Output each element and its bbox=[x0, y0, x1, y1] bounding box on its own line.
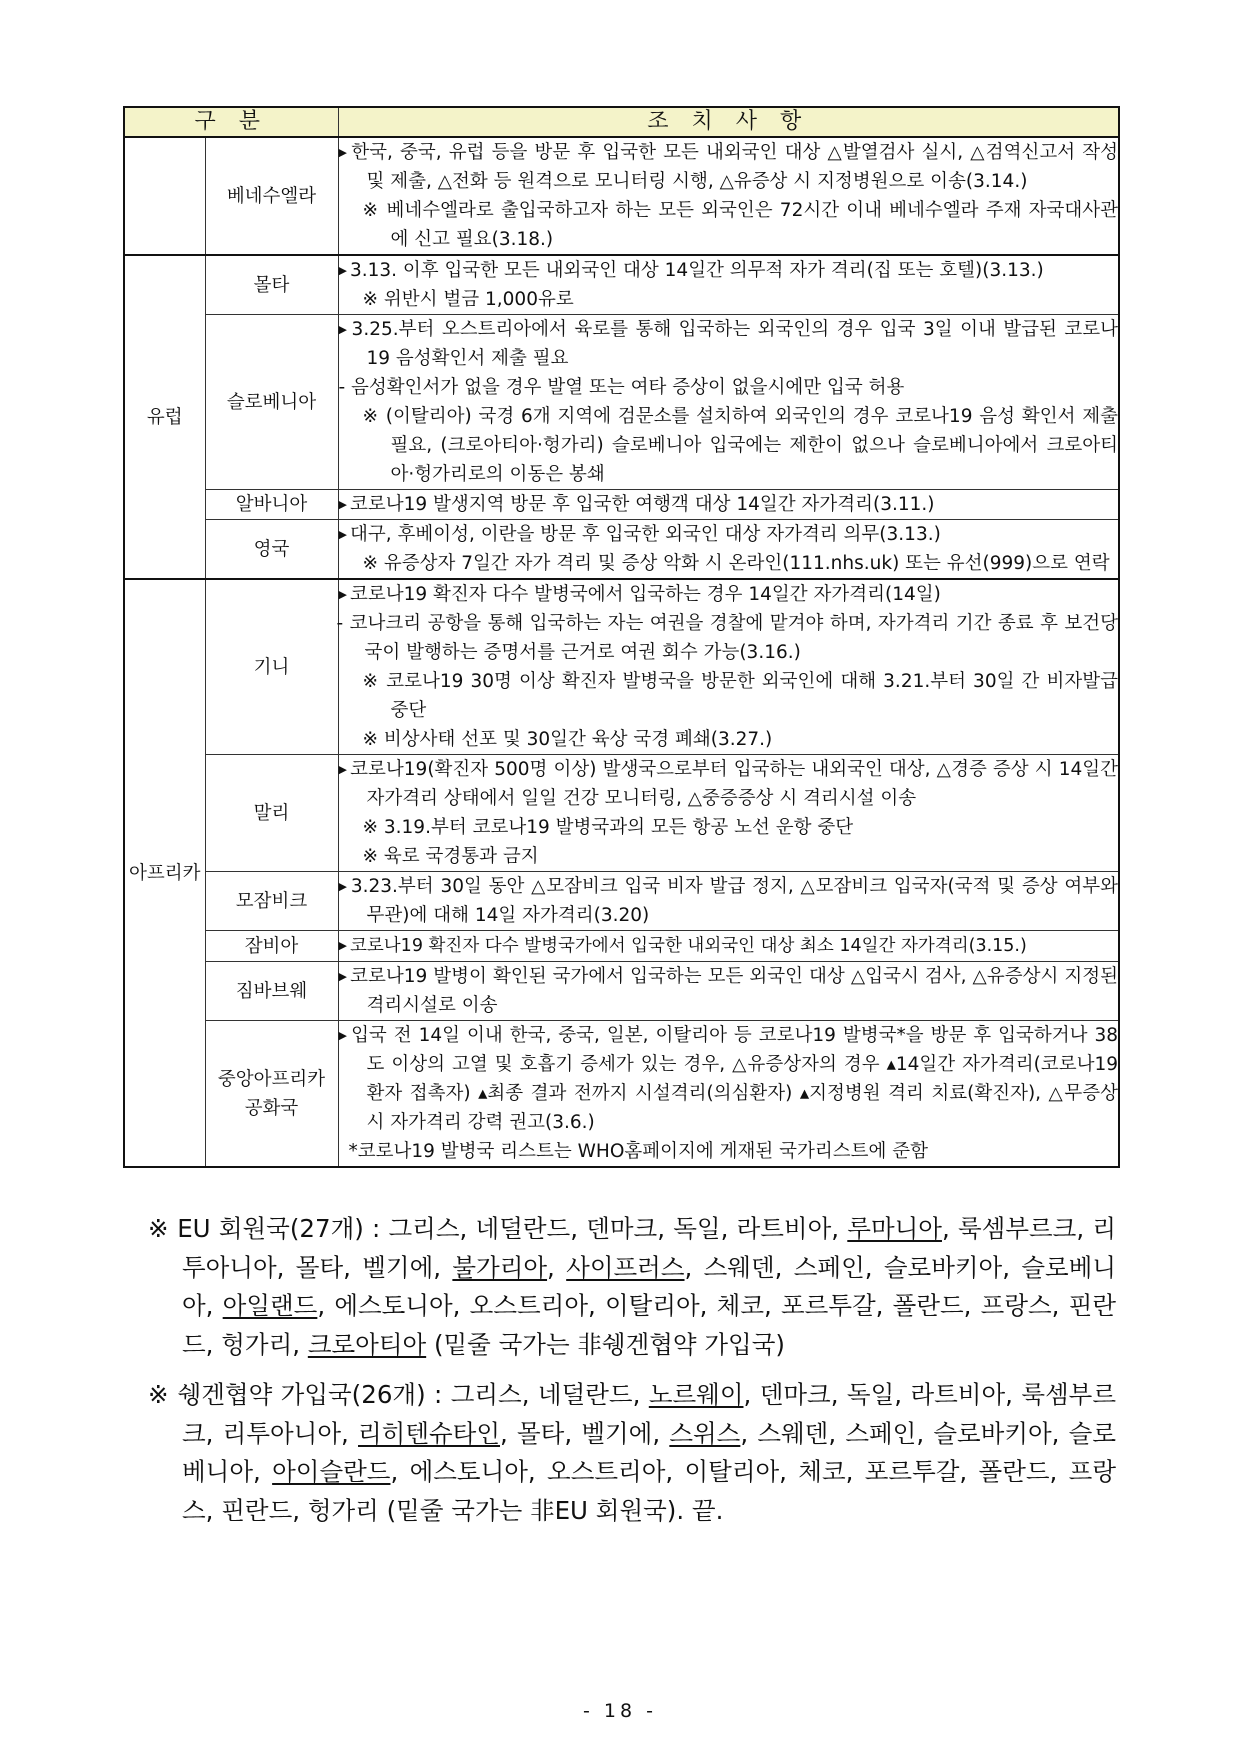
country-name-line: 공화국 bbox=[244, 1097, 299, 1119]
measure-line: ▶ 코로나19 확진자 다수 발병국가에서 입국한 내외국인 대상 최소 14일간 자가격리(3.15.) bbox=[338, 936, 1027, 956]
measure-note: ※ 육로 국경통과 금지 bbox=[362, 846, 539, 867]
bullet-triangle-icon: ▶ bbox=[338, 264, 347, 277]
measure-cell bbox=[338, 962, 1119, 1021]
bullet-triangle-icon: ▶ bbox=[338, 498, 347, 511]
measure-cell bbox=[338, 490, 1119, 520]
measure-note: ※ (이탈리아) 국경 6개 지역에 검문소를 설치하여 외국인의 경우 코로나19 음성 확인서 제출 필요, (크로아티아·헝가리) 슬로베니아 입국에는 제한이 없으나 슬로베니아에서 크로아티아·헝가리로의 이동은 봉쇄 bbox=[362, 406, 1118, 485]
bullet-triangle-icon: ▶ bbox=[338, 323, 349, 336]
bullet-triangle-icon: ▶ bbox=[338, 939, 347, 952]
measure-line: ▶ 3.13. 이후 입국한 모든 내외국인 대상 14일간 의무적 자가 격리(집 또는 호텔)(3.13.) bbox=[338, 260, 1044, 281]
table-row bbox=[124, 1021, 1119, 1168]
table-row bbox=[124, 755, 1119, 872]
country-cell: 기니 bbox=[205, 579, 338, 755]
region-cell-europe: 유럽 bbox=[124, 255, 205, 579]
bullet-triangle-icon: ▶ bbox=[338, 970, 348, 983]
table-row bbox=[124, 931, 1119, 962]
notes-section bbox=[148, 1210, 1116, 1530]
table-row bbox=[124, 315, 1119, 490]
table-row bbox=[124, 137, 1119, 255]
table-row bbox=[124, 579, 1119, 755]
measure-cell bbox=[338, 579, 1119, 755]
measure-line: ▶ 코로나19(확진자 500명 이상) 발생국으로부터 입국하는 내외국인 대상, △경증 증상 시 14일간 자가격리 상태에서 일일 건강 모니터링, △중증증상 시 격리시설 이송 bbox=[338, 759, 1118, 809]
measure-note: ※ 비상사태 선포 및 30일간 육상 국경 폐쇄(3.27.) bbox=[362, 729, 773, 750]
bullet-triangle-icon: ▶ bbox=[338, 880, 348, 893]
bullet-triangle-icon: ▶ bbox=[338, 146, 349, 159]
table-row bbox=[124, 872, 1119, 931]
measures-table bbox=[123, 106, 1120, 1168]
country-cell: 몰타 bbox=[205, 255, 338, 315]
measure-cell bbox=[338, 755, 1119, 872]
measure-line: ▶ 코로나19 발생지역 방문 후 입국한 여행객 대상 14일간 자가격리(3.11.) bbox=[338, 494, 935, 515]
region-cell-africa: 아프리카 bbox=[124, 579, 205, 1167]
measure-note: ※ 위반시 벌금 1,000유로 bbox=[362, 289, 574, 310]
table-row bbox=[124, 520, 1119, 580]
measure-note: ※ 유증상자 7일간 자가 격리 및 증상 악화 시 온라인(111.nhs.uk) 또는 유선(999)으로 연락 bbox=[362, 553, 1110, 574]
schengen-member-note: ※ 쉥겐협약 가입국(26개) : 그리스, 네덜란드, 노르웨이, 덴마크, 독일, 라트비아, 룩셈부르크, 리투아니아, 리히텐슈타인, 몰타, 벨기에, 스위스, 스웨덴, 스페인, 슬로바키아, 슬로베니아, 아이슬란드, 에스토니아, 오스트리아, 이탈리아, 체코, 포르투갈, 폴란드, 프랑스, 핀란드, 헝가리 (밑줄 국가는 非EU 회원국). 끝. bbox=[148, 1380, 1117, 1525]
end-mark: 끝. bbox=[691, 1495, 724, 1525]
table-row bbox=[124, 490, 1119, 520]
measure-cell bbox=[338, 255, 1119, 315]
measure-line: ▶ 3.23.부터 30일 동안 △모잠비크 입국 비자 발급 정지, △모잠비크 입국자(국적 및 증상 여부와 무관)에 대해 14일 자가격리(3.20) bbox=[338, 876, 1118, 926]
eu-member-note: ※ EU 회원국(27개) : 그리스, 네덜란드, 덴마크, 독일, 라트비아, 루마니아, 룩셈부르크, 리투아니아, 몰타, 벨기에, 불가리아, 사이프러스, 스웨덴, 스페인, 슬로바키아, 슬로베니아, 아일랜드, 에스토니아, 오스트리아, 이탈리아, 체코, 포르투갈, 폴란드, 프랑스, 핀란드, 헝가리, 크로아티아 (밑줄 국가는 非쉥겐협약 가입국) bbox=[148, 1214, 1117, 1359]
country-cell: 잠비아 bbox=[205, 931, 338, 962]
header-category: 구 분 bbox=[124, 107, 338, 137]
country-cell: 말리 bbox=[205, 755, 338, 872]
country-cell: 짐바브웨 bbox=[205, 962, 338, 1021]
measure-subline: - 음성확인서가 없을 경우 발열 또는 여타 증상이 없을시에만 입국 허용 bbox=[338, 377, 905, 398]
measure-line: ▶ 대구, 후베이성, 이란을 방문 후 입국한 외국인 대상 자가격리 의무(3.13.) bbox=[338, 524, 941, 545]
page-number: - 18 - bbox=[583, 1700, 657, 1722]
country-cell: 모잠비크 bbox=[205, 872, 338, 931]
table-row bbox=[124, 255, 1119, 315]
measure-cell bbox=[338, 872, 1119, 931]
measure-line: ▶ 코로나19 확진자 다수 발병국에서 입국하는 경우 14일간 자가격리(14일) bbox=[338, 584, 941, 605]
country-cell: 베네수엘라 bbox=[205, 137, 338, 255]
bullet-triangle-icon: ▶ bbox=[338, 528, 347, 541]
country-cell: 슬로베니아 bbox=[205, 315, 338, 490]
region-cell-empty bbox=[124, 137, 205, 255]
measure-line: ▶ 입국 전 14일 이내 한국, 중국, 일본, 이탈리아 등 코로나19 발병국*을 방문 후 입국하거나 38도 이상의 고열 및 호흡기 증세가 있는 경우, △유증상자의 경우 ▴14일간 자가격리(코로나19 환자 접촉자) ▴최종 결과 전까지 시설격리(의심환자) ▴지정병원 격리 치료(확진자), △무증상시 자가격리 강력 권고(3.6.) bbox=[338, 1025, 1119, 1133]
measure-subline: - 코나크리 공항을 통해 입국하는 자는 여권을 경찰에 맡겨야 하며, 자가격리 기간 종료 후 보건당국이 발행하는 증명서를 근거로 여권 회수 가능(3.16.) bbox=[336, 613, 1118, 663]
header-measures: 조 치 사 항 bbox=[338, 107, 1119, 137]
measure-cell bbox=[338, 137, 1119, 255]
measure-line: ▶ 3.25.부터 오스트리아에서 육로를 통해 입국하는 외국인의 경우 입국 3일 이내 발급된 코로나19 음성확인서 제출 필요 bbox=[338, 319, 1118, 369]
measure-line: ▶ 한국, 중국, 유럽 등을 방문 후 입국한 모든 내외국인 대상 △발열검사 실시, △검역신고서 작성 및 제출, △전화 등 원격으로 모니터링 시행, △유증상 시 지정병원으로 이송(3.14.) bbox=[338, 142, 1118, 192]
measure-footnote: *코로나19 발병국 리스트는 WHO홈페이지에 게재된 국가리스트에 준함 bbox=[348, 1141, 928, 1162]
table-header-row bbox=[124, 107, 1119, 137]
country-name-line: 중앙아프리카 bbox=[217, 1068, 326, 1090]
measure-cell bbox=[338, 1021, 1119, 1168]
bullet-triangle-icon: ▶ bbox=[338, 588, 347, 601]
country-cell: 알바니아 bbox=[205, 490, 338, 520]
measure-note: ※ 베네수엘라로 출입국하고자 하는 모든 외국인은 72시간 이내 베네수엘라 주재 자국대사관에 신고 필요(3.18.) bbox=[362, 200, 1118, 250]
country-cell bbox=[205, 1021, 338, 1168]
bullet-triangle-icon: ▶ bbox=[338, 1029, 349, 1042]
table-row bbox=[124, 962, 1119, 1021]
bullet-triangle-icon: ▶ bbox=[338, 763, 348, 776]
country-cell: 영국 bbox=[205, 520, 338, 580]
measure-note: ※ 코로나19 30명 이상 확진자 발병국을 방문한 외국인에 대해 3.21.부터 30일 간 비자발급 중단 bbox=[362, 671, 1118, 721]
measure-cell bbox=[338, 315, 1119, 490]
measure-cell bbox=[338, 931, 1119, 962]
measure-note: ※ 3.19.부터 코로나19 발병국과의 모든 항공 노선 운항 중단 bbox=[362, 817, 854, 838]
measure-line: ▶ 코로나19 발병이 확인된 국가에서 입국하는 모든 외국인 대상 △입국시 검사, △유증상시 지정된 격리시설로 이송 bbox=[338, 966, 1119, 1016]
measure-cell bbox=[338, 520, 1119, 580]
